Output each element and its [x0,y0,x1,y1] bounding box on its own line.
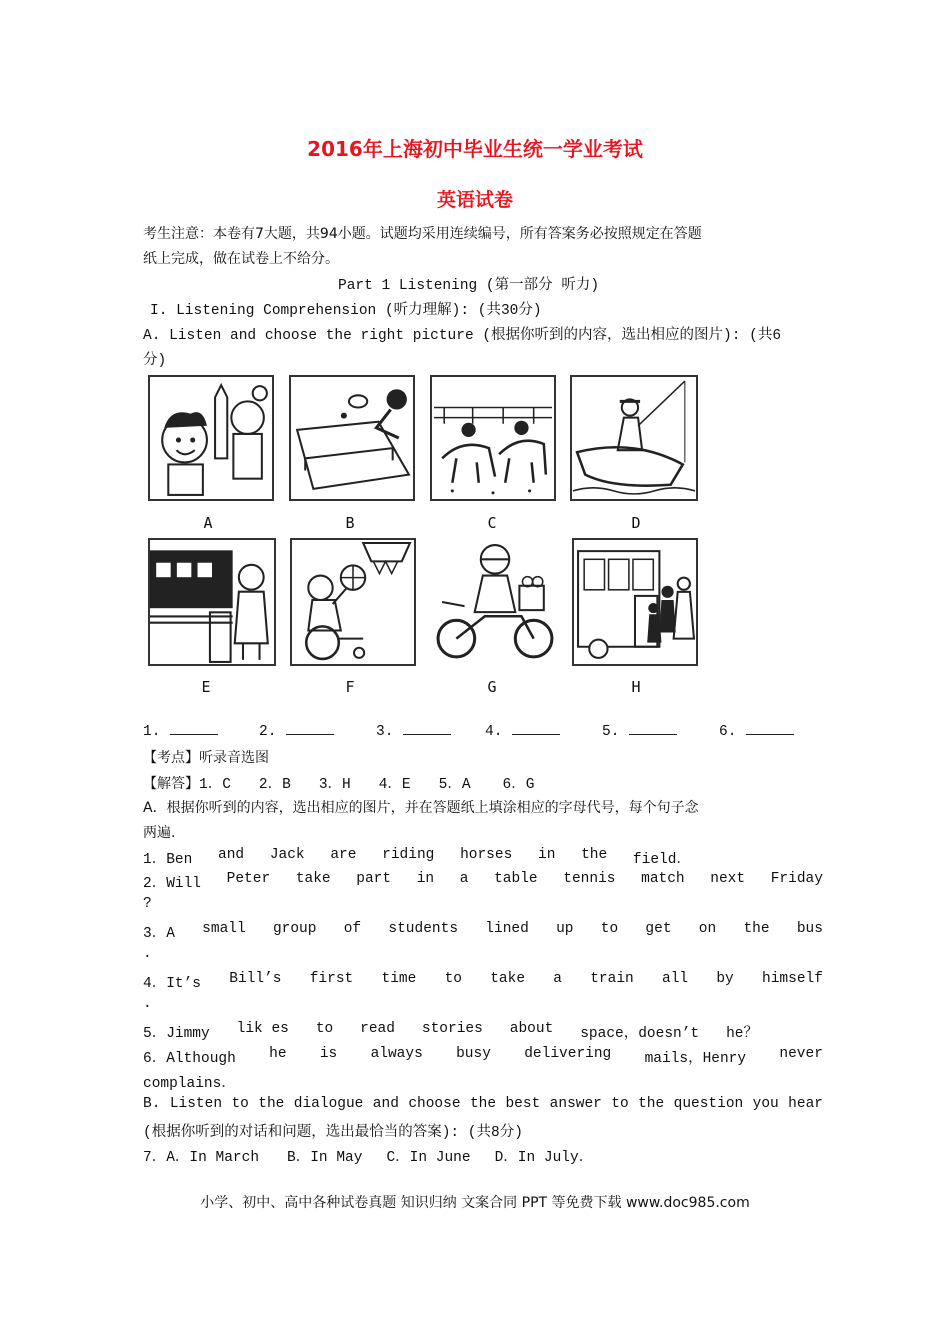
word: dialogue [293,1096,364,1112]
word: is [319,1046,338,1062]
word: he？ [726,1026,758,1042]
word: all [662,971,689,987]
picture-d [570,375,698,501]
blank-item[interactable]: 5. [602,722,677,740]
word: take [490,971,526,987]
word: lined [485,921,529,937]
sentence-3 [143,921,823,942]
word: and [372,1096,399,1112]
word: take [295,871,331,887]
word: 4．It’s [143,976,202,992]
blank-item[interactable]: 1. [143,722,218,740]
word: lik es [236,1021,289,1037]
word: in [538,847,556,863]
word: next [710,871,746,887]
instruction-a-2: 两遍. [143,825,176,841]
word: the [469,1096,497,1112]
word: read [360,1021,395,1037]
word: the [638,1096,665,1112]
sentence-4 [143,971,823,992]
word: best [505,1096,541,1112]
word: get [645,921,672,937]
word: 6．Although [143,1051,236,1067]
word: train [590,971,634,987]
picture-h [572,538,698,666]
picture-label: B [345,514,355,532]
word: you [752,1096,779,1112]
blank-item[interactable]: 3. [376,722,451,740]
word: small [202,921,246,937]
word: Jack [269,847,305,863]
word: field． [632,852,691,868]
part1-heading: Part 1 Listening (第一部分 听力) [338,278,600,294]
word: himself [762,971,823,987]
answer-item: 1．C [199,777,231,793]
word: choose [408,1096,461,1112]
word: he [269,1046,287,1062]
word: the [581,847,608,863]
word: and [218,847,245,863]
picture-f [290,538,416,666]
word: tennis [563,871,616,887]
picture-label: D [631,514,641,532]
picture-label: C [487,514,497,532]
word: Bill’s [229,971,282,987]
notice-line-2: 纸上完成，做在试卷上不给分。 [143,251,339,267]
word: bus [796,921,823,937]
sentence-6 [143,1046,823,1067]
table-tennis-icon [291,377,413,499]
picture-label: E [201,678,211,696]
word: busy [456,1046,491,1062]
sentence-2 [143,871,823,892]
word: on [698,921,717,937]
word: space，doesn’t [580,1026,700,1042]
word: group [272,921,317,937]
blank-item[interactable]: 6. [719,722,794,740]
sentence-5 [143,1021,758,1042]
word: mails，Henry [644,1051,747,1067]
word: 2．Will [143,876,202,892]
word: never [779,1046,823,1062]
word: by [716,971,734,987]
word: to [444,971,462,987]
wheelchair-basketball-icon [292,540,414,664]
word: in [416,871,435,887]
word: to [231,1096,249,1112]
picture-label: G [487,678,497,696]
picture-label: A [203,514,213,532]
sectionA-heading-1: A. Listen and choose the right picture (根据你听到的内容，选出相应的图片): (共6 [143,328,782,344]
instruction-a-1: A．根据你听到的内容，选出相应的图片，并在答题纸上填涂相应的字母代号，每个句子念 [143,800,699,816]
answer-item: 6．G [502,777,535,793]
picture-c [430,375,556,501]
sentence-3-tail: . [143,946,152,962]
word: first [309,971,354,987]
blank-item[interactable]: 4. [485,722,560,740]
word: riding [382,847,435,863]
horse-riding-icon [432,377,554,499]
word: delivering [524,1046,612,1062]
notice-line-1: 考生注意：本卷有7大题，共94小题。试题均采用连续编号，所有答案务必按照规定在答题 [143,226,702,242]
picture-b [289,375,415,501]
sentence-4-tail: . [143,996,152,1012]
word: 5．Jimmy [143,1026,210,1042]
sectionA-heading-2: 分) [143,353,167,369]
word: to [600,921,619,937]
word: Friday [770,871,823,887]
word: stories [421,1021,483,1037]
picture-e [148,538,276,666]
word: part [356,871,392,887]
word: to [315,1021,334,1037]
word: answer [549,1096,602,1112]
sectionB-heading-1 [143,1096,823,1112]
word: match [641,871,685,887]
motorcycle-delivery-icon [434,540,556,664]
kaodian: 【考点】听录音选图 [143,750,269,766]
word: up [556,921,574,937]
word: of [343,921,362,937]
word: a [553,971,562,987]
fishing-boat-icon [572,377,696,499]
answer-item: 2．B [258,777,291,793]
word: a [459,871,469,887]
word: to [611,1096,629,1112]
word: table [494,871,538,887]
picture-label: F [345,678,355,696]
sentence-2-tail: ? [143,896,152,912]
bus-boarding-icon [574,540,696,664]
boy-astronaut-rocket-icon [150,377,272,499]
q7-option-d[interactable]: D．In July． [494,1150,594,1166]
word: are [330,847,357,863]
question-7 [143,1145,823,1166]
sentence-6-tail: complains． [143,1076,236,1092]
sectionB-heading-2: (根据你听到的对话和问题，选出最恰当的答案): (共8分) [143,1125,523,1141]
word: students [388,921,459,937]
word: horses [460,847,513,863]
q7-option-a[interactable]: A．In March [166,1150,260,1166]
q7-number: 7． [143,1150,167,1166]
word: time [381,971,417,987]
sentence-1 [143,847,691,868]
word: question [673,1096,744,1112]
jieda-label: 【解答】 [143,776,199,792]
word: B. [143,1096,161,1112]
answer-item: 3．H [318,777,351,793]
q7-option-b[interactable]: B．In May [287,1150,363,1166]
picture-label: H [631,678,641,696]
picture-g [432,538,558,666]
page-footer: 小学、初中、高中各种试卷真题 知识归纳 文案合同 PPT 等免费下载 www.doc985.com [200,1195,750,1211]
word: hear [788,1096,823,1112]
picture-a [148,375,274,501]
q7-option-c[interactable]: C．In June [386,1150,471,1166]
answer-item: 5．A [438,777,471,793]
train-girl-luggage-icon [150,540,274,664]
word: about [509,1021,554,1037]
exam-title: 2016年上海初中毕业生统一学业考试 [307,137,643,161]
jieda-answers [143,772,823,793]
word: the [743,921,770,937]
word: Peter [226,871,271,887]
answer-item: 4．E [378,777,411,793]
word: 3．A [143,926,175,942]
word: always [370,1046,423,1062]
exam-subtitle: 英语试卷 [436,189,513,211]
section1-heading: I. Listening Comprehension (听力理解): (共30分) [150,303,542,319]
blank-item[interactable]: 2. [259,722,334,740]
word: the [258,1096,285,1112]
word: Listen [169,1096,223,1112]
word: 1．Ben [143,852,193,868]
